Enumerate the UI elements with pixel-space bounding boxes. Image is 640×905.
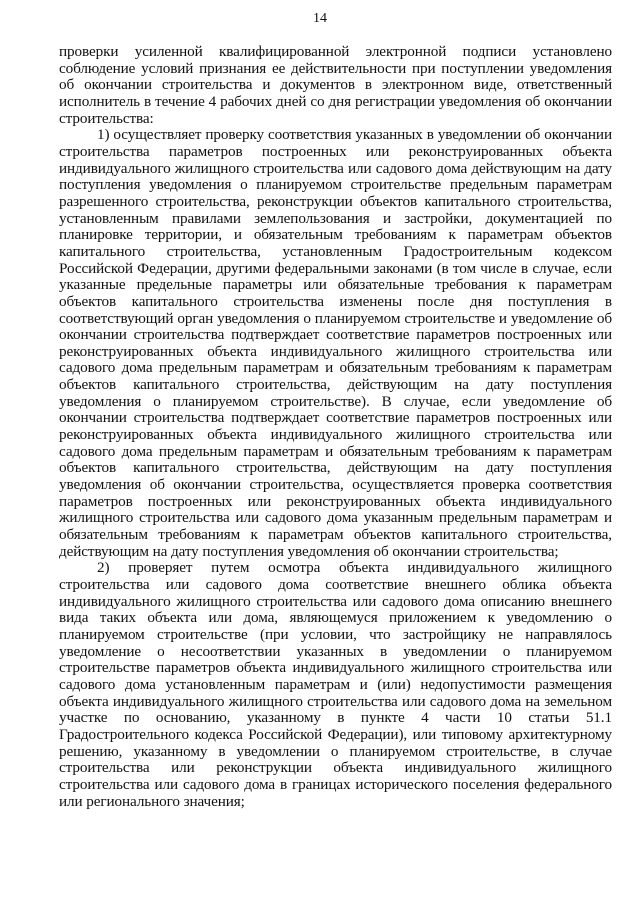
paragraph-item-1: 1) осуществляет проверку соответствия указанных в уведомлении об окончании строительства параметров построенных или реконструированных объекта индивидуального жилищного строительства или садового дома действующим на дату поступления уведомления о планируемом строительстве предельным параметрам разрешенного строительства, реконструкции объектов капитального строительства, установленным правилами землепользования и застройки, документацией по планировке территории, и обязательным требованиям к параметрам объектов капитального строительства, установленным Градостроительным кодексом Российской Федерации, другими федеральными законами (в том числе в случае, если указанные предельные параметры или обязательные требования к параметрам объектов капитального строительства изменены после дня поступления в соответствующий орган уведомления о планируемом строительстве и уведомление об окончании строительства подтверждает соответствие параметров построенных или реконструированных объекта индивидуального жилищного строительства или садового дома предельным параметрам и обязательным требованиям к параметрам объектов капитального строительства, действующим на дату поступления уведомления о планируемом строительстве). В случае, если уведомление об окончании строительства подтверждает соответствие параметров построенных или реконструированных объекта индивидуального жилищного строительства или садового дома предельным параметрам и обязательным требованиям к параметрам объектов капитального строительства, действующим на дату поступления уведомления об окончании строительства, осуществляется проверка соответствия параметров построенных или реконструированных объекта индивидуального жилищного строительства или садового дома указанным предельным параметрам и обязательным требованиям к параметрам объектов капитального строительства, действующим на дату поступления уведомления об окончании строительства; bbox=[59, 126, 612, 560]
paragraph-continuation: проверки усиленной квалифицированной электронной подписи установлено соблюдение условий признания ее действительности при поступлении уведомления об окончании строительства и документов в электронном виде, ответственный исполнитель в течение 4 рабочих дней со дня регистрации уведомления об окончании строительства: bbox=[59, 43, 612, 127]
page-number: 14 bbox=[313, 11, 327, 26]
body-text bbox=[59, 44, 612, 810]
paragraph-item-2: 2) проверяет путем осмотра объекта индивидуального жилищного строительства или садового дома соответствие внешнего облика объекта индивидуального жилищного строительства или садового дома описанию внешнего вида таких объекта или дома, являющемуся приложением к уведомлению о планируемом строительстве (при условии, что застройщику не направлялось уведомление о несоответствии указанных в уведомлении о планируемом строительстве параметров объекта индивидуального жилищного строительства или садового дома установленным параметрам и (или) недопустимости размещения объекта индивидуального жилищного строительства или садового дома на земельном участке по основанию, указанному в пункте 4 части 10 статьи 51.1 Градостроительного кодекса Российской Федерации), или типовому архитектурному решению, указанному в уведомлении о планируемом строительстве, в случае строительства или реконструкции объекта индивидуального жилищного строительства или садового дома в границах исторического поселения федерального или регионального значения; bbox=[59, 559, 612, 810]
